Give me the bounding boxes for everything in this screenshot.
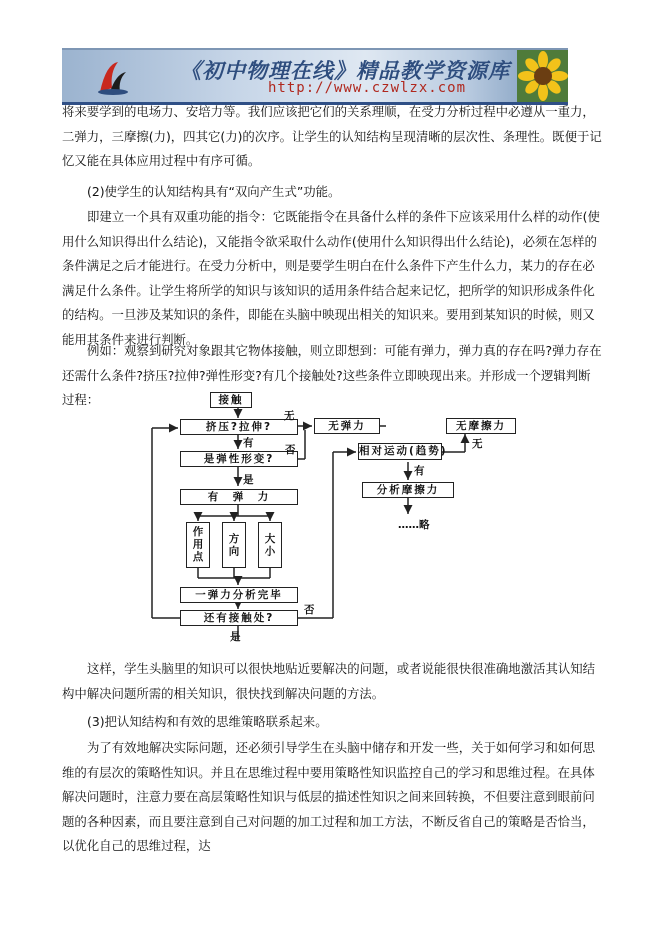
banner-title: 《初中物理在线》精品教学资源库 <box>180 58 510 83</box>
paragraph-heading-2: (2)使学生的认知结构具有“双向产生式”功能。 <box>87 184 341 199</box>
label-not: 否 <box>285 444 296 456</box>
site-logo-icon <box>96 58 130 96</box>
node-no-friction: 无摩擦力 <box>446 418 516 434</box>
omitted-label: ……略 <box>398 519 430 531</box>
paragraph-force-order: 将来要学到的电场力、安培力等。我们应该把它们的关系理顺，在受力分析过程中必遵从一重力，二弹力，三摩擦(力)，四其它(力)的次序。让学生的认知结构呈现清晰的层次性、条理性。既便于记忆又能在具体应用过程中有序可循。 <box>62 104 602 168</box>
node-contact: 接触 <box>210 392 252 408</box>
paragraph-effect: 这样，学生头脑里的知识可以很快地贴近要解决的问题，或者说能很快很准确地激活其认知结构中解决问题所需的相关知识，很快找到解决问题的方法。 <box>62 661 596 701</box>
node-magnitude: 大小 <box>258 522 282 568</box>
label-no-friction: 无 <box>472 438 483 450</box>
node-point-of-action: 作用点 <box>186 522 210 568</box>
node-analysis-complete: 一弹力分析完毕 <box>180 587 298 603</box>
node-more-contact: 还有接触处? <box>180 610 298 626</box>
node-direction: 方向 <box>222 522 246 568</box>
label-has-motion: 有 <box>414 465 425 477</box>
node-elastic-deformation: 是弹性形变? <box>180 451 298 467</box>
paragraph-example: 例如：观察到研究对象跟其它物体接触，则立即想到：可能有弹力，弹力真的存在吗?弹力存在还需什么条件?挤压?拉伸?弹性形变?有几个接触处?这些条件立即映现出来。并形成一个逻辑判断过程： <box>62 343 602 407</box>
banner-url: http://www.czwlzx.com <box>268 80 467 96</box>
node-squeeze-stretch: 挤压?拉伸? <box>180 419 298 435</box>
node-analyze-friction: 分析摩擦力 <box>362 482 454 498</box>
node-has-elastic-force: 有 弹 力 <box>180 489 298 505</box>
sunflower-icon <box>517 50 568 102</box>
label-yes: 是 <box>243 474 254 486</box>
node-relative-motion: 相对运动(趋势) <box>358 443 442 460</box>
label-has: 有 <box>243 437 254 449</box>
node-no-elastic-force: 无弹力 <box>314 418 380 434</box>
label-no: 无 <box>284 410 295 422</box>
force-analysis-flowchart <box>150 388 550 650</box>
header-banner <box>62 48 568 105</box>
paragraph-dual-function: 即建立一个具有双重功能的指令：它既能指令在具备什么样的条件下应该采用什么样的动作(使用什么知识得出什么结论)，又能指令欲采取什么动作(使用什么知识得出什么结论)，必须在怎样的条件满足之后才能进行。在受力分析中，则是要学生明白在什么条件下产生什么力，某力的存在必满足什么条件。让学生将所学的知识与该知识的适用条件结合起来记忆，把所学的知识形成条件化的结构。一旦涉及某知识的条件，即能在头脑中映现出相关的知识来。要用到某知识的时候，则又能用其条件来进行判断。 <box>62 209 600 347</box>
label-yes-2: 是 <box>230 631 241 643</box>
paragraph-strategy: 为了有效地解决实际问题，还必须引导学生在头脑中储存和开发一些，关于如何学习和如何思维的有层次的策略性知识。并且在思维过程中要用策略性知识监控自己的学习和思维过程。在具体解决问题时，注意力要在高层策略性知识与低层的描述性知识之间来回转换，不但要注意到眼前问题的各种因素，而且要注意到自己对问题的加工过程和加工方法，不断反省自己的策略是否恰当，以优化自己的思维过程，达 <box>62 740 596 853</box>
label-not-2: 否 <box>304 604 315 616</box>
paragraph-heading-3: (3)把认知结构和有效的思维策略联系起来。 <box>87 714 328 729</box>
